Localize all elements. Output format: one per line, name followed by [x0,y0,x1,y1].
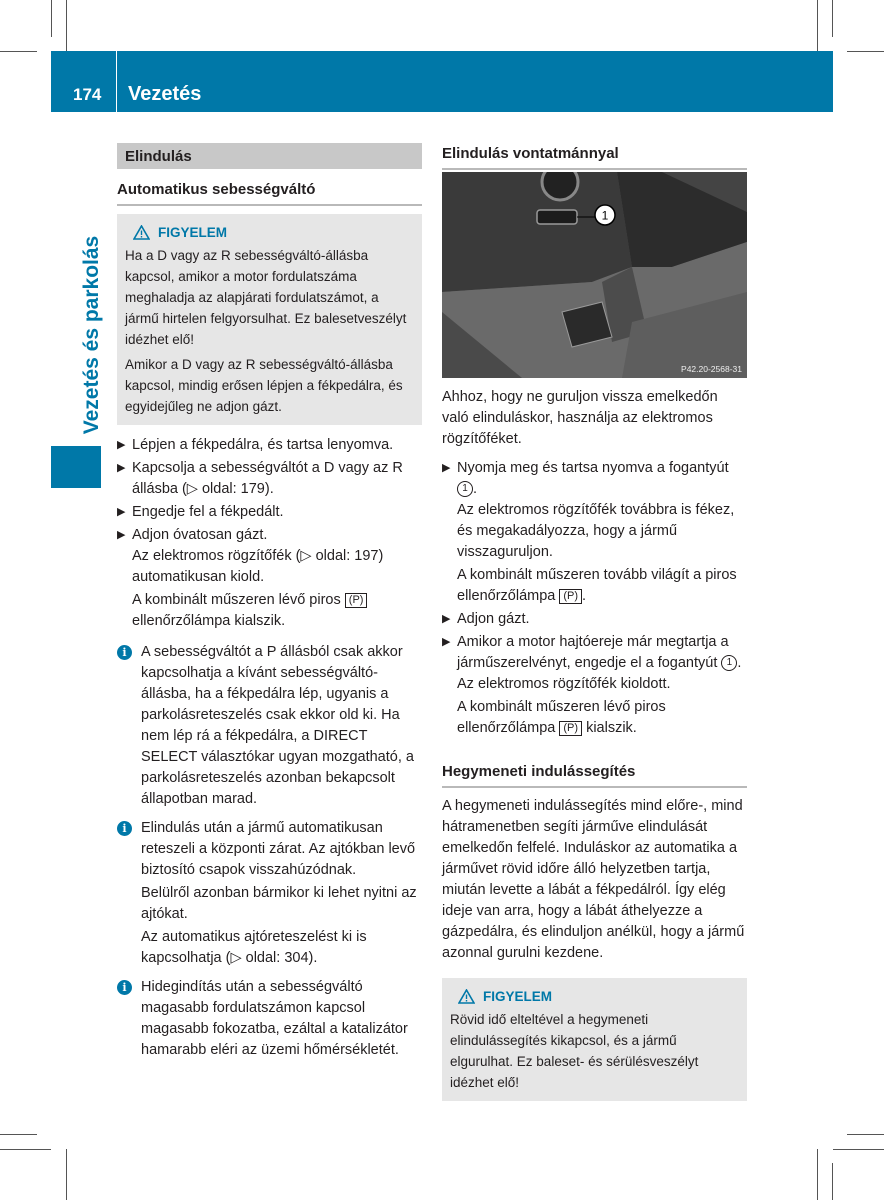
step-item [117,458,422,500]
header-divider [116,51,117,112]
pedal-illustration [442,172,747,378]
warning-text: Amikor a D vagy az R sebességváltó-állásba kapcsol, mindig erősen lépjen a fékpedálra, és egyidejűleg ne adjon gázt. [125,357,403,414]
step-text: Nyomja meg és tartsa nyomva a fogantyút 1 . [457,460,729,497]
step-note: A kombinált műszeren lévő piros (P) ellenőrzőlámpa kialszik. [132,590,422,632]
warning-box [117,214,422,425]
info-icon: i [117,980,132,995]
info-text: A sebességváltót a P állásból csak akkor kapcsolhatja a kívánt sebességváltó-állásba, ha a fékpedálra lép, ugyanis a parkolásreteszelés csak ekkor old ki. Ha nem lép rá a fékpedálra, a DIRECT SELECT választókar ugyan mozgatható, a parkolásreteszelés azonban bekapcsolt állapotban marad. [141,644,414,807]
step-arrow-icon: ▶ [117,439,126,451]
warning-title [458,986,739,1007]
crop-mark [0,1149,51,1150]
info-note [117,642,422,810]
step-arrow-icon: ▶ [442,636,451,648]
step-item [442,609,747,630]
crop-mark [0,51,37,52]
step-arrow-icon: ▶ [442,613,451,625]
warning-icon [458,989,475,1004]
crop-mark [832,1163,833,1200]
side-tab-label: Vezetés és parkolás [80,235,103,435]
step-text: Kapcsolja a sebességváltót a D vagy az R állásba (▷ oldal: 179). [132,460,403,497]
parking-brake-icon: (P) [559,721,582,736]
crop-mark [817,0,818,51]
crop-mark [66,1149,67,1200]
crop-mark [832,0,833,37]
right-column [442,143,747,170]
warning-title-text: FIGYELEM [158,225,228,240]
subsection-title: Automatikus sebességváltó [117,179,422,206]
subsection-title: Hegymeneti indulássegítés [442,761,747,788]
page-title: Vezetés [128,83,202,105]
warning-title-text: FIGYELEM [483,989,553,1004]
info-text: Hidegindítás után a sebességváltó magasabb fordulatszámon kapcsol magasabb fokozatba, ezáltal a katalizátor hamarabb eléri az üzemi hőmérsékletét. [141,979,408,1058]
pedal-photo [442,172,747,378]
callout-1-icon: 1 [721,655,737,671]
step-item [117,435,422,456]
step-item [117,525,422,632]
parking-brake-icon: (P) [345,593,368,608]
info-text: Belülről azonban bármikor ki lehet nyitni az ajtókat. [141,885,417,922]
right-column-body [442,387,747,1101]
crop-mark [817,1149,818,1200]
intro-text: Ahhoz, hogy ne guruljon vissza emelkedőn való elinduláskor, használja az elektromos rögzítőféket. [442,389,718,447]
warning-box [442,978,747,1101]
left-column [117,143,422,1061]
step-arrow-icon: ▶ [117,529,126,541]
callout-1-icon: 1 [457,481,473,497]
step-text: Adjon óvatosan gázt. [132,527,268,543]
warning-icon [133,225,150,240]
step-note: A kombinált műszeren lévő piros ellenőrzőlámpa (P) kialszik. [457,699,666,736]
step-note: Az elektromos rögzítőfék továbbra is fékez, és megakadályozza, hogy a jármű visszaguruljon. [457,502,735,560]
step-item [442,632,747,739]
info-text: Az automatikus ajtóreteszelést ki is kapcsolhatja (▷ oldal: 304). [141,929,367,966]
warning-title [133,222,414,243]
step-arrow-icon: ▶ [117,506,126,518]
step-text: Engedje fel a fékpedált. [132,504,284,520]
warning-text: Ha a D vagy az R sebességváltó-állásba kapcsol, amikor a motor fordulatszáma meghaladja az alapjárati fordulatszámot, a jármű hirtelen felgyorsulhat. Ez balesetveszélyt idézhet elő! [125,248,407,347]
section-title: Elindulás [117,143,422,169]
info-note [117,818,422,969]
step-item [442,458,747,607]
step-item [117,502,422,523]
crop-mark [847,1134,884,1135]
side-tab-marker [51,446,101,488]
page-number: 174 [73,85,102,104]
crop-mark [847,51,884,52]
step-text: Adjon gázt. [457,611,530,627]
crop-mark [0,1134,37,1135]
info-icon: i [117,645,132,660]
step-arrow-icon: ▶ [117,462,126,474]
crop-mark [833,1149,884,1150]
photo-callout: 1 [601,208,609,223]
parking-brake-icon: (P) [559,589,582,604]
info-text: Elindulás után a jármű automatikusan reteszeli a központi zárat. Az ajtókban levő biztosító csapok visszahúzódnak. [141,820,416,878]
step-note: Az elektromos rögzítőfék (▷ oldal: 197) automatikusan kiold. [132,548,384,585]
step-text: Lépjen a fékpedálra, és tartsa lenyomva. [132,437,394,453]
subsection-title: Elindulás vontatmánnyal [442,143,747,170]
info-note [117,977,422,1061]
step-text: Amikor a motor hajtóereje már megtartja a járműszerelvényt, engedje el a fogantyút 1 . [457,634,742,671]
photo-reference: P42.20-2568-31 [681,364,742,374]
step-note: Az elektromos rögzítőfék kioldott. [457,676,671,692]
crop-mark [66,0,67,51]
warning-text: Rövid idő elteltével a hegymeneti elindulássegítés kikapcsol, és a jármű elgurulhat. Ez baleset- és sérülésveszélyt idézhet elő! [450,1012,699,1090]
crop-mark [51,0,52,37]
step-arrow-icon: ▶ [442,462,451,474]
hill-text: A hegymeneti indulássegítés mind előre-, mind hátramenetben segíti járműve elindulását emelkedőn felfelé. Induláskor az automatika a járművet rövid időre álló helyzetben tartja, miután levette a lábát a fékpedálról. Így elég ideje van arra, hogy a lábát áthelyezze a gázpedálra, és elinduljon anélkül, hogy a jármű azonnal gurulni kezdene. [442,798,745,961]
info-icon: i [117,821,132,836]
step-note: A kombinált műszeren tovább világít a piros ellenőrzőlámpa (P) . [457,567,737,604]
